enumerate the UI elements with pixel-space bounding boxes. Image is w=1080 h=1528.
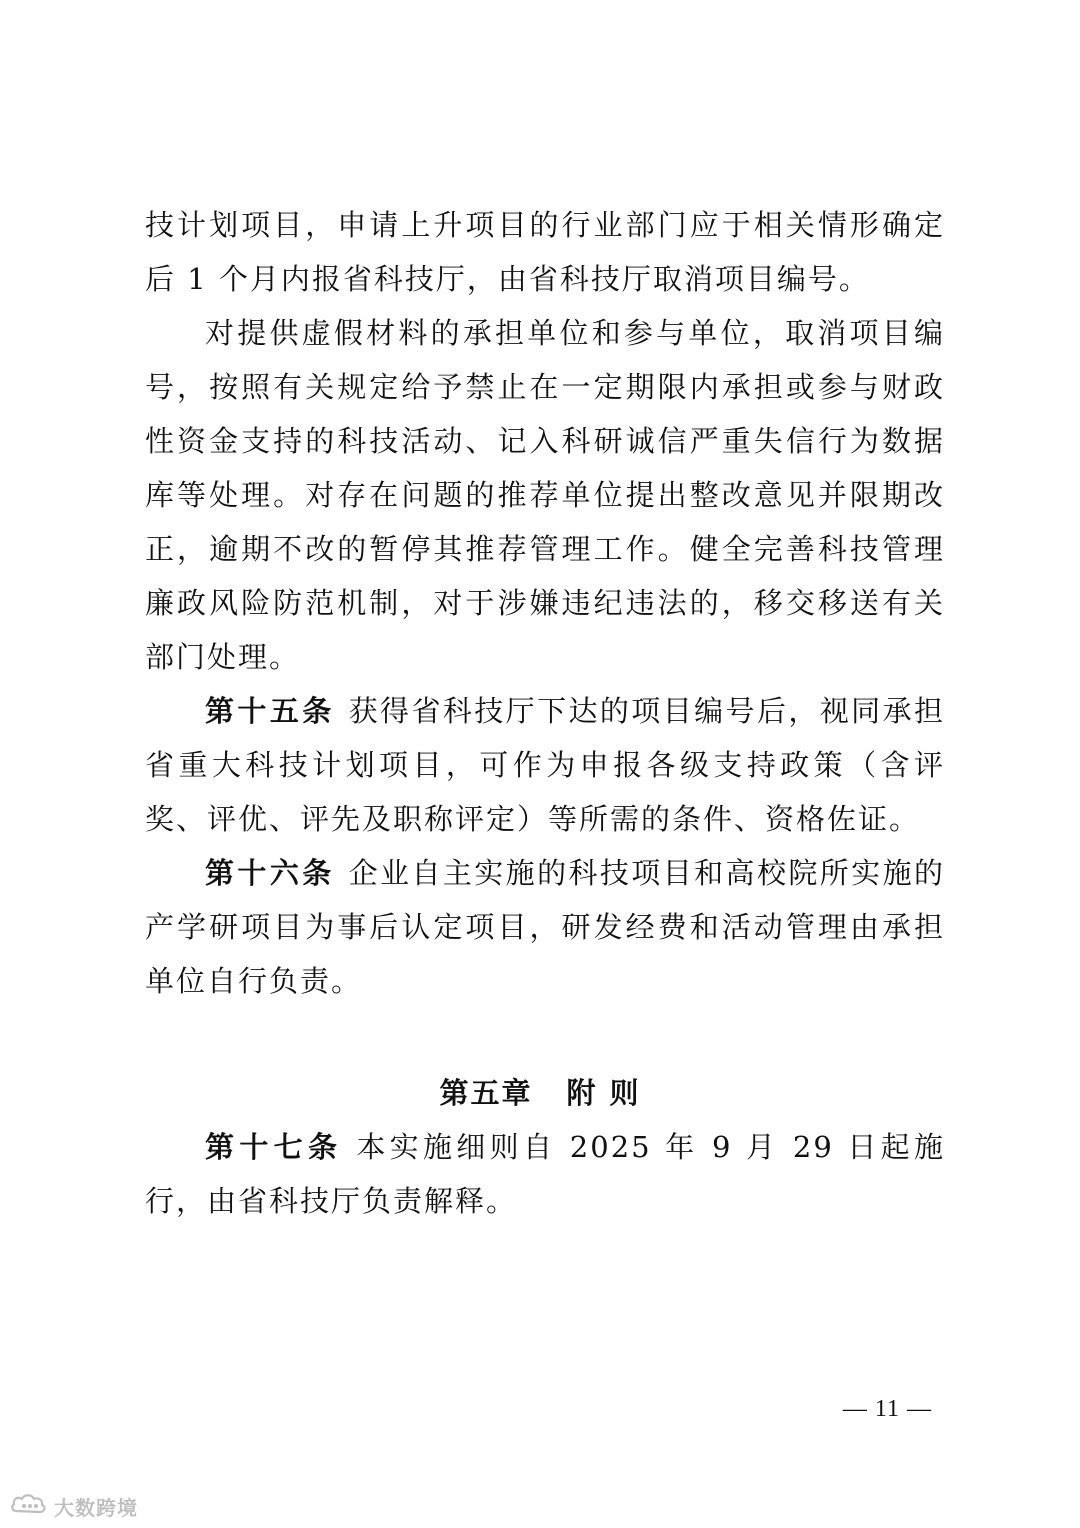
article-number: 第十五条 (205, 694, 335, 728)
article-15 (145, 684, 945, 846)
paragraph-false-materials (145, 306, 945, 684)
article-16 (145, 846, 945, 1008)
chapter-name: 附 则 (566, 1076, 641, 1110)
cloud-logo-icon (10, 1491, 48, 1521)
article-number: 第十七条 (205, 1130, 343, 1164)
article-text: 获得省科技厅下达的项目编号后，视同承担省重大科技计划项目，可作为申报各级支持政策（含评奖、评优、评先及职称评定）等所需的条件、资格佐证。 (145, 694, 945, 836)
watermark-text: 大数跨境 (54, 1495, 138, 1520)
paragraph-text: 对提供虚假材料的承担单位和参与单位，取消项目编号，按照有关规定给予禁止在一定期限内承担或参与财政性资金支持的科技活动、记入科研诚信严重失信行为数据库等处理。对存在问题的推荐单位提出整改意见并限期改正，逾期不改的暂停其推荐管理工作。健全完善科技管理廉政风险防范机制，对于涉嫌违纪违法的，移交移送有关部门处理。 (145, 316, 945, 674)
chapter-heading (145, 1066, 945, 1120)
paragraph-continuation (145, 198, 945, 306)
page-number: — 11 — (842, 1396, 932, 1422)
watermark (10, 1492, 138, 1520)
paragraph-text: 技计划项目，申请上升项目的行业部门应于相关情形确定后 1 个月内报省科技厅，由省科技厅取消项目编号。 (145, 208, 945, 296)
article-17 (145, 1120, 945, 1228)
article-number: 第十六条 (205, 856, 335, 890)
chapter-number: 第五章 (439, 1076, 533, 1110)
article-text: 企业自主实施的科技项目和高校院所实施的产学研项目为事后认定项目，研发经费和活动管理由承担单位自行负责。 (145, 856, 945, 998)
article-text: 本实施细则自 2025 年 9 月 29 日起施行，由省科技厅负责解释。 (145, 1130, 945, 1218)
document-body (145, 198, 945, 1228)
